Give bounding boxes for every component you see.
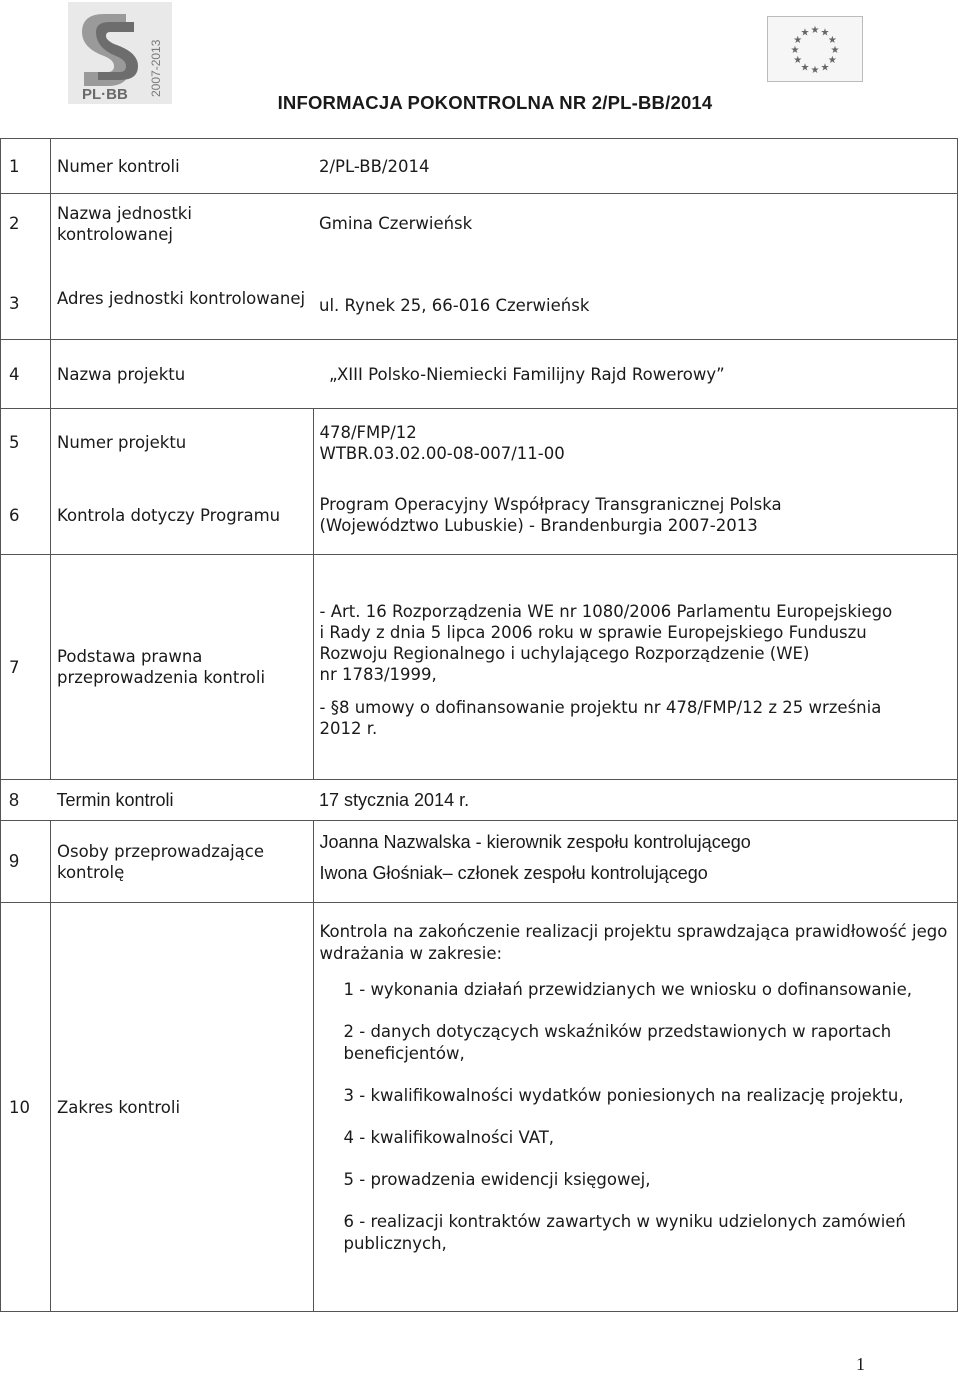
project-number-line: 478/FMP/12 xyxy=(319,422,417,442)
eu-star-icon: ★ xyxy=(793,55,803,66)
eu-star-icon: ★ xyxy=(830,45,840,56)
row-label: Numer kontroli xyxy=(51,139,314,194)
row-number: 10 xyxy=(1,903,51,1312)
row-value xyxy=(313,821,958,903)
row-value: „XIII Polsko-Niemiecki Familijny Rajd Rowerowy” xyxy=(313,340,958,409)
eu-star-icon: ★ xyxy=(827,55,837,66)
table-row xyxy=(1,477,958,555)
pl-bb-program-logo xyxy=(68,2,172,104)
legal-basis-line: nr 1783/1999, xyxy=(319,665,437,684)
row-number: 8 xyxy=(1,780,51,821)
eu-star-icon: ★ xyxy=(800,27,810,39)
table-row xyxy=(1,254,958,340)
logo-wordmark: PL·BB xyxy=(82,86,128,103)
table-row xyxy=(1,555,958,780)
table-row xyxy=(1,409,958,477)
row-number: 7 xyxy=(1,555,51,780)
eu-star-icon: ★ xyxy=(820,27,830,39)
eu-star-icon: ★ xyxy=(790,45,800,56)
logo-years: 2007-2013 xyxy=(149,39,163,97)
table-row xyxy=(1,139,958,194)
row-label: Zakres kontroli xyxy=(51,903,314,1312)
scope-item: 2 - danych dotyczących wskaźników przedstawionych w raportach beneficjentów, xyxy=(343,1022,892,1063)
row-label: Osoby przeprowadzające kontrolę xyxy=(51,821,314,903)
eu-flag xyxy=(767,16,863,82)
row-number: 1 xyxy=(1,139,51,194)
eu-star-icon: ★ xyxy=(827,35,837,46)
row-number: 2 xyxy=(1,194,51,254)
row-number: 6 xyxy=(1,477,51,555)
program-line: (Województwo Lubuskie) - Brandenburgia 2007-2013 xyxy=(319,516,758,536)
scope-item: 5 - prowadzenia ewidencji księgowej, xyxy=(343,1170,651,1189)
row-label: Numer projektu xyxy=(51,409,314,477)
row-value xyxy=(313,477,958,555)
legal-basis-line: - §8 umowy o dofinansowanie projektu nr 478/FMP/12 z 25 września xyxy=(319,698,882,717)
inspector-line: Iwona Głośniak– członek zespołu kontrolującego xyxy=(319,862,708,883)
row-label: Podstawa prawna przeprowadzenia kontroli xyxy=(51,555,314,780)
project-number-line: WTBR.03.02.00-08-007/11-00 xyxy=(319,443,565,463)
legal-basis-line: Rozwoju Regionalnego i uchylającego Rozporządzenie (WE) xyxy=(319,644,810,663)
program-line: Program Operacyjny Współpracy Transgranicznej Polska xyxy=(319,495,782,515)
row-number: 3 xyxy=(1,254,51,340)
row-label: Nazwa projektu xyxy=(51,340,314,409)
table-row xyxy=(1,821,958,903)
row-value: 17 stycznia 2014 r. xyxy=(313,780,958,821)
table-row xyxy=(1,780,958,821)
row-value: ul. Rynek 25, 66-016 Czerwieńsk xyxy=(313,254,958,340)
legal-basis-line: - Art. 16 Rozporządzenia WE nr 1080/2006 Parlamentu Europejskiego xyxy=(319,602,893,621)
inspector-line: Joanna Nazwalska - kierownik zespołu kontrolującego xyxy=(319,831,751,852)
legal-basis-line: 2012 r. xyxy=(319,719,378,738)
control-info-table xyxy=(0,138,958,1312)
scope-item: 6 - realizacji kontraktów zawartych w wyniku udzielonych zamówień publicznych, xyxy=(343,1212,906,1253)
row-value: 2/PL-BB/2014 xyxy=(313,139,958,194)
scope-item: 3 - kwalifikowalności wydatków poniesionych na realizację projektu, xyxy=(343,1086,904,1105)
row-number: 5 xyxy=(1,409,51,477)
table-row xyxy=(1,194,958,254)
row-value: Gmina Czerwieńsk xyxy=(313,194,958,254)
row-value xyxy=(313,409,958,477)
eu-star-icon: ★ xyxy=(820,62,830,74)
scope-item: 1 - wykonania działań przewidzianych we wniosku o dofinansowanie, xyxy=(343,980,912,999)
row-label: Adres jednostki kontrolowanej xyxy=(51,254,314,340)
table-row xyxy=(1,903,958,1312)
row-label: Nazwa jednostki kontrolowanej xyxy=(51,194,314,254)
page-number: 1 xyxy=(856,1354,865,1374)
scope-intro: Kontrola na zakończenie realizacji projektu sprawdzająca prawidłowość jego wdrażania w zakresie: xyxy=(319,922,948,963)
row-number: 9 xyxy=(1,821,51,903)
scope-item: 4 - kwalifikowalności VAT, xyxy=(343,1128,555,1147)
document-title: INFORMACJA POKONTROLNA NR 2/PL-BB/2014 xyxy=(277,92,713,113)
row-number: 4 xyxy=(1,340,51,409)
row-value xyxy=(313,903,958,1312)
row-label: Termin kontroli xyxy=(51,780,314,821)
eu-star-icon: ★ xyxy=(810,25,820,36)
eu-star-icon: ★ xyxy=(810,65,820,76)
eu-star-icon: ★ xyxy=(800,62,810,74)
table-row xyxy=(1,340,958,409)
row-label: Kontrola dotyczy Programu xyxy=(51,477,314,555)
legal-basis-line: i Rady z dnia 5 lipca 2006 roku w sprawie Europejskiego Funduszu xyxy=(319,623,867,642)
row-value xyxy=(313,555,958,780)
eu-star-icon: ★ xyxy=(793,35,803,46)
